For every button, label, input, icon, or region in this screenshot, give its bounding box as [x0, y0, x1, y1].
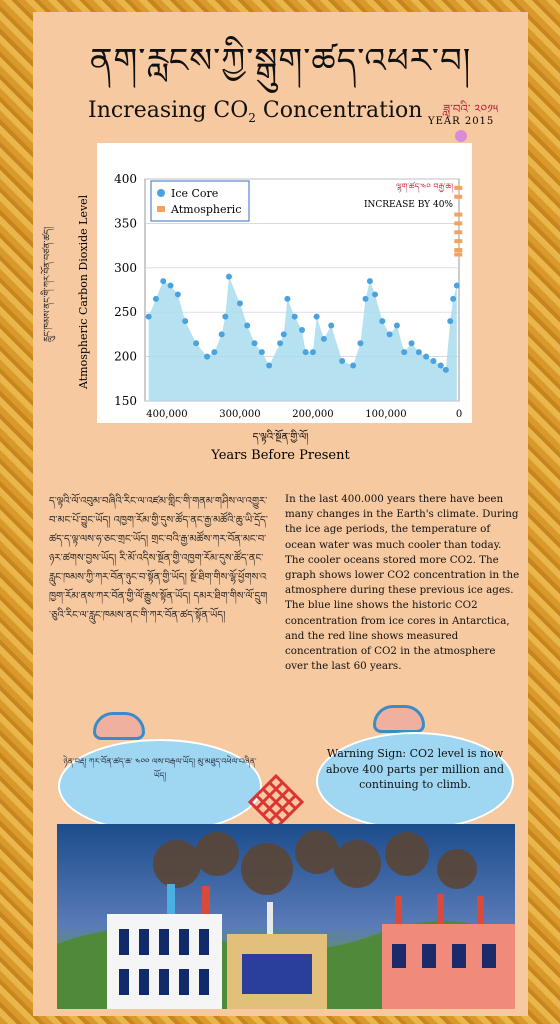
ice-core-point: [447, 318, 453, 324]
year-label: YEAR 2015: [428, 116, 495, 127]
y-axis-label: Atmospheric Carbon Dioxide Level: [77, 194, 90, 390]
ice-core-point: [219, 331, 225, 337]
y-tick-label: 300: [114, 260, 137, 275]
ice-core-point: [244, 323, 250, 329]
atmospheric-point: [454, 195, 462, 199]
ice-core-point: [401, 349, 407, 355]
ice-core-point: [160, 278, 166, 284]
warning-bubble: [316, 732, 514, 830]
ice-core-point: [357, 340, 363, 346]
decorative-cloud-left: [93, 712, 145, 740]
atmospheric-point: [454, 230, 462, 234]
ice-core-point: [259, 349, 265, 355]
tibetan-title: ནག་རླངས་ཀྱི་སྒུག་ཚད་འཕར་བ།: [89, 41, 472, 81]
ice-core-point: [204, 354, 210, 360]
x-tick-label: 200,000: [292, 409, 334, 420]
tibetan-warning-bubble: ཉེན་བརྡ། ཀར་བོན་ཚད་ཆ་ ༤༠༠ ལས་བརྒལ་ཡོད། མུ་མཐུད་འཕེལ་བཞིན་ཡོད།: [58, 739, 262, 833]
atmospheric-point: [454, 248, 462, 252]
ice-core-point: [182, 318, 188, 324]
ice-core-point: [237, 300, 243, 306]
ice-core-point: [328, 323, 334, 329]
atmospheric-point: [454, 221, 462, 225]
y-axis-tibetan-label: རླུང་ཁམས་ནང་གི་ཀར་བོན་བཙན་ཚད།: [43, 226, 53, 342]
ice-core-point: [409, 340, 415, 346]
ice-core-point: [299, 327, 305, 333]
ice-core-point: [363, 296, 369, 302]
ice-core-point: [423, 354, 429, 360]
x-tick-label: 300,000: [219, 409, 261, 420]
ice-core-point: [379, 318, 385, 324]
ice-core-point: [284, 296, 290, 302]
ice-core-point: [450, 296, 456, 302]
ice-core-point: [314, 314, 320, 320]
y-tick-label: 400: [114, 172, 137, 186]
ice-core-point: [367, 278, 373, 284]
ice-core-point: [168, 283, 174, 289]
ice-core-point: [211, 349, 217, 355]
y-tick-label: 150: [114, 394, 137, 408]
ice-core-point: [281, 331, 287, 337]
ice-core-point: [350, 362, 356, 368]
ice-core-point: [454, 283, 460, 289]
ice-core-point: [372, 291, 378, 297]
ice-core-point: [339, 358, 345, 364]
poster-panel: [33, 12, 528, 1016]
legend-ice-core-label: Ice Core: [171, 187, 219, 200]
legend-ice-core-marker: [157, 189, 165, 197]
ice-core-point: [175, 291, 181, 297]
ice-core-point: [416, 349, 422, 355]
page-title: Increasing $CO_2$ Concentration: [88, 98, 423, 125]
ice-core-point: [438, 362, 444, 368]
ice-core-point: [252, 340, 258, 346]
x-axis-tibetan-label: ད་ལྟའི་སྔོན་གྱི་ལོ།: [252, 432, 309, 443]
annotation-increase: INCREASE BY 40%: [363, 200, 453, 210]
ice-core-point: [222, 314, 228, 320]
ice-core-point: [394, 323, 400, 329]
atmospheric-point: [454, 213, 462, 217]
factory-illustration: [57, 824, 515, 1009]
ice-core-point: [310, 349, 316, 355]
x-tick-label: 0: [455, 409, 463, 420]
atmospheric-point: [454, 252, 462, 256]
chart-container: [97, 143, 472, 423]
endless-knot-icon: [246, 772, 306, 832]
x-tick-label: 400,000: [146, 409, 188, 420]
pin-dot: [455, 130, 467, 142]
ice-core-point: [266, 362, 272, 368]
english-description: In the last 400.000 years there have been many changes in the Earth's climate. During the ice age periods, the temperature of ocean water was much cooler than today. The cooler oceans stored more CO2. The graph shows lower CO2 concentration in the atmosphere during these previous ice ages. The blue line shows the historic CO2 concentration from ice cores in Antarctica, and the red line shows measured concentration of CO2 in the atmosphere over the last 60 years.: [285, 493, 520, 673]
y-tick-label: 200: [114, 349, 137, 364]
ice-core-point: [387, 331, 393, 337]
x-tick-label: 100,000: [365, 409, 407, 420]
ice-core-point: [193, 340, 199, 346]
legend-atmospheric-label: Atmospheric: [171, 203, 242, 216]
tibetan-description: ད་ལྟའི་ལོ་འབུམ་བཞིའི་རིང་ལ་འཛམ་གླིང་གི་གནམ་གཤིས་ལ་འགྱུར་བ་མང་པོ་བྱུང་ཡོད། འཁྱག་རོམ་གྱི་དུས་ཚོད་ནང་རྒྱ་མཚོའི་ཆུ་ཡི་དྲོད་ཚད་ད་ལྟ་ལས་ཧ་ཅང་གྲང་ཡོད། གྲང་བའི་རྒྱ་མཚོས་ཀར་བོན་མང་བ་ཉར་ཚགས་བྱས་ཡོད། རི་མོ་འདིས་སྔོན་གྱི་འཁྱག་རོམ་དུས་ཚོད་ནང་རླུང་ཁམས་ཀྱི་ཀར་བོན་ཉུང་བ་སྟོན་གྱི་ཡོད། སྔོ་ཐིག་གིས་ལྷོ་ཕྱོགས་འཁྱག་རོམ་ནས་ཀར་བོན་གྱི་ལོ་རྒྱུས་སྟོན་ཡོད། དམར་ཐིག་གིས་ལོ་དྲུག་ཅུའི་རིང་ལ་རླུང་ཁམས་ནང་གི་ཀར་བོན་ཚད་སྟོན་ཡོད།: [49, 496, 268, 621]
ice-core-point: [153, 296, 159, 302]
y-tick-label: 250: [114, 305, 137, 320]
ice-core-point: [321, 336, 327, 342]
ice-core-point: [277, 340, 283, 346]
factory-scene-svg: [57, 824, 515, 1009]
atmospheric-point: [454, 239, 462, 243]
legend-atmospheric-marker: [157, 206, 165, 212]
ice-core-point: [292, 314, 298, 320]
x-axis-label: Years Before Present: [211, 448, 350, 463]
decorative-cloud-right: [373, 705, 425, 733]
annotation-tibetan: ལྷག་ཚད་༤༠ བརྒྱ་ཆ།: [396, 182, 453, 191]
ice-core-point: [303, 349, 309, 355]
warning-text: Warning Sign: CO2 level is now above 400 parts per million and continuing to climb.: [325, 747, 505, 791]
ice-core-point: [443, 367, 449, 373]
artist-signature: ཟླ་བའི་ ༢༠༡༥: [443, 102, 499, 116]
ice-core-point: [430, 358, 436, 364]
co2-chart: [97, 143, 472, 423]
ice-core-point: [146, 314, 152, 320]
y-tick-label: 350: [114, 216, 137, 231]
ice-core-point: [226, 274, 232, 280]
atmospheric-point: [454, 186, 462, 190]
